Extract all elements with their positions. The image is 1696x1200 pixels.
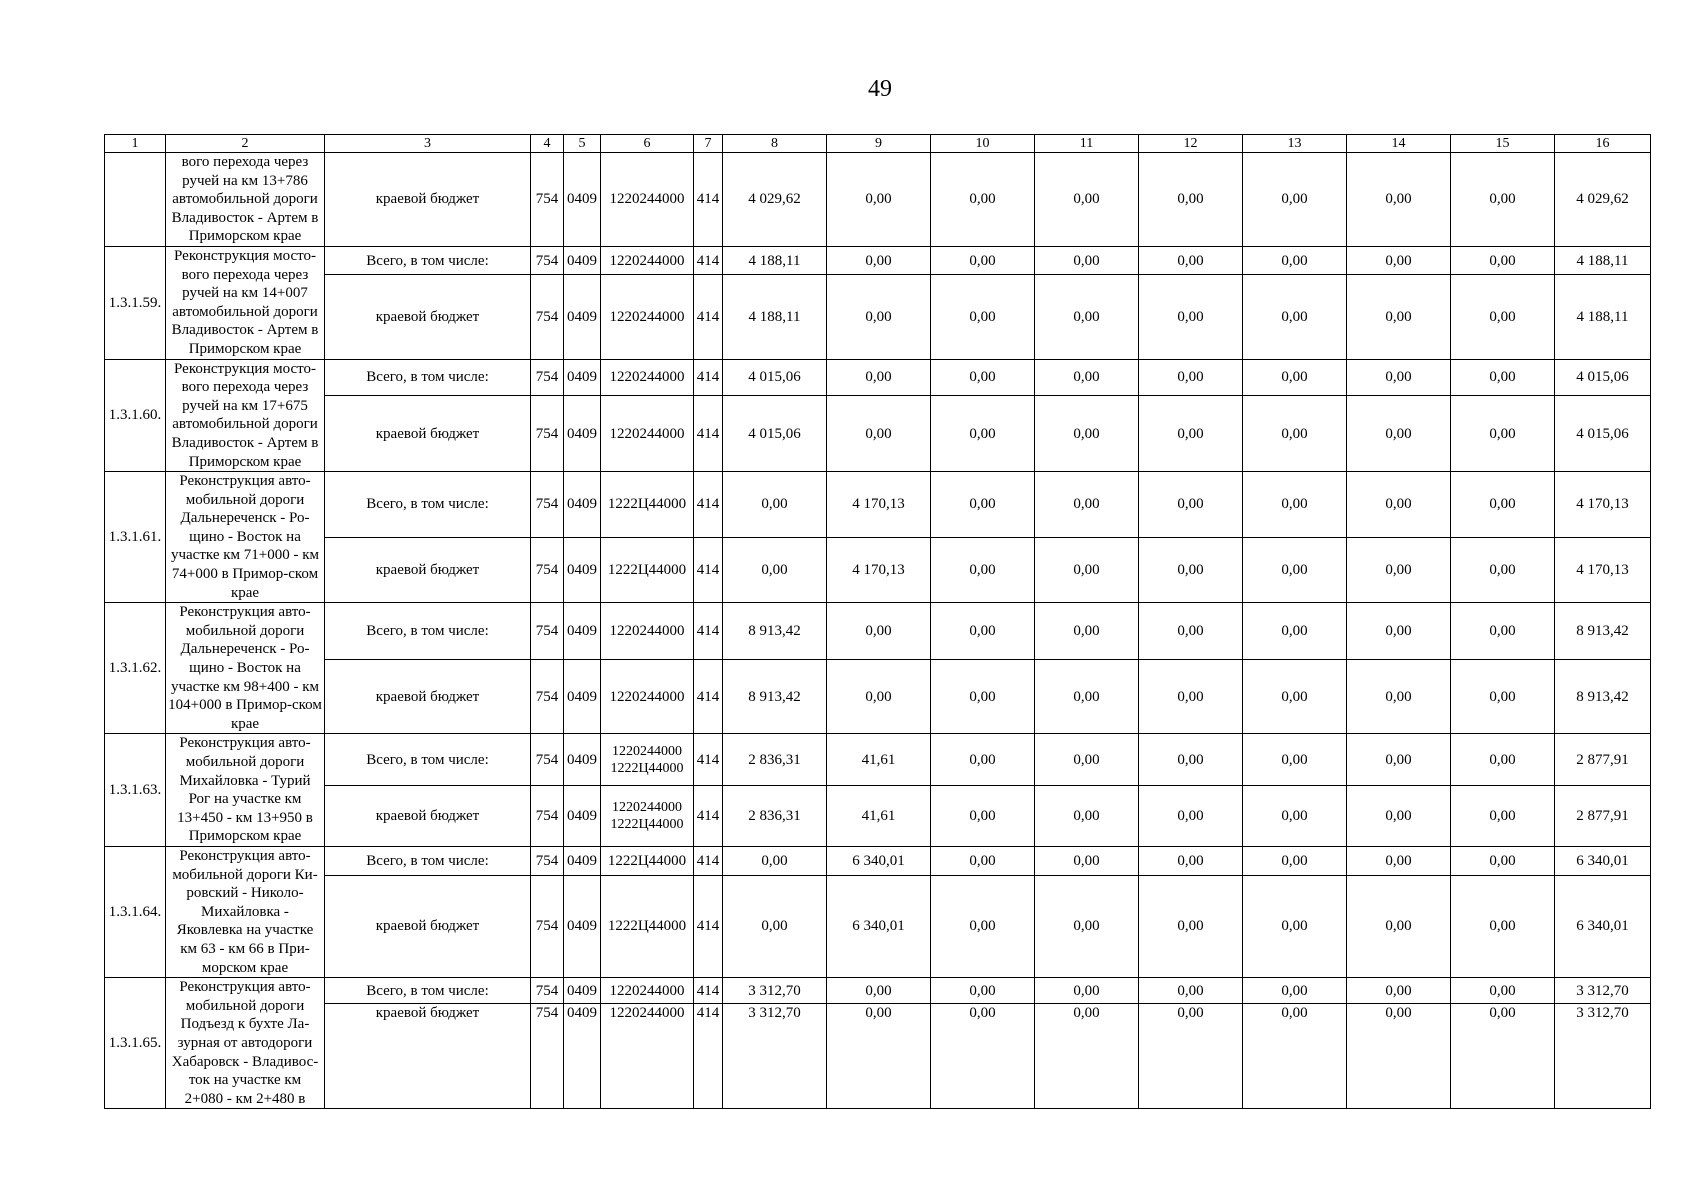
code-target: 1220244000 bbox=[601, 359, 694, 396]
amount-col-16: 4 029,62 bbox=[1555, 153, 1651, 247]
amount-col-10: 0,00 bbox=[931, 396, 1035, 472]
code-target: 1220244000 bbox=[601, 603, 694, 660]
amount-col-10: 0,00 bbox=[931, 846, 1035, 875]
amount-col-12: 0,00 bbox=[1139, 1003, 1243, 1108]
amount-col-16: 3 312,70 bbox=[1555, 1003, 1651, 1108]
amount-col-15: 0,00 bbox=[1451, 734, 1555, 785]
amount-col-10: 0,00 bbox=[931, 978, 1035, 1004]
column-header-10: 10 bbox=[931, 135, 1035, 153]
amount-col-15: 0,00 bbox=[1451, 846, 1555, 875]
column-header-4: 4 bbox=[531, 135, 564, 153]
amount-col-11: 0,00 bbox=[1035, 875, 1139, 977]
amount-col-11: 0,00 bbox=[1035, 472, 1139, 538]
item-name: вого перехода через ручей на км 13+786 автомобильной дороги Владивосток - Артем в Приморском крае bbox=[166, 153, 325, 247]
table-row bbox=[105, 978, 1651, 1004]
amount-col-13: 0,00 bbox=[1243, 396, 1347, 472]
amount-col-14: 0,00 bbox=[1347, 396, 1451, 472]
code-ministry: 754 bbox=[531, 537, 564, 603]
code-section: 0409 bbox=[564, 1003, 601, 1108]
amount-col-16: 4 188,11 bbox=[1555, 275, 1651, 359]
code-ministry: 754 bbox=[531, 275, 564, 359]
amount-col-11: 0,00 bbox=[1035, 603, 1139, 660]
amount-col-14: 0,00 bbox=[1347, 660, 1451, 734]
column-header-2: 2 bbox=[166, 135, 325, 153]
funding-source: Всего, в том числе: bbox=[325, 978, 531, 1004]
table-row bbox=[105, 275, 1651, 359]
funding-source: краевой бюджет bbox=[325, 875, 531, 977]
funding-source: краевой бюджет bbox=[325, 537, 531, 603]
column-header-1: 1 bbox=[105, 135, 166, 153]
code-expense-type: 414 bbox=[694, 603, 723, 660]
funding-source: краевой бюджет bbox=[325, 660, 531, 734]
column-header-3: 3 bbox=[325, 135, 531, 153]
amount-col-13: 0,00 bbox=[1243, 603, 1347, 660]
amount-col-8: 3 312,70 bbox=[723, 1003, 827, 1108]
amount-col-15: 0,00 bbox=[1451, 246, 1555, 274]
amount-col-10: 0,00 bbox=[931, 359, 1035, 396]
amount-col-9: 41,61 bbox=[827, 785, 931, 846]
amount-col-10: 0,00 bbox=[931, 537, 1035, 603]
table-row bbox=[105, 846, 1651, 875]
code-target: 1220244000 bbox=[601, 1003, 694, 1108]
amount-col-14: 0,00 bbox=[1347, 1003, 1451, 1108]
amount-col-15: 0,00 bbox=[1451, 875, 1555, 977]
code-section: 0409 bbox=[564, 660, 601, 734]
amount-col-14: 0,00 bbox=[1347, 359, 1451, 396]
amount-col-13: 0,00 bbox=[1243, 246, 1347, 274]
amount-col-9: 0,00 bbox=[827, 359, 931, 396]
amount-col-8: 0,00 bbox=[723, 875, 827, 977]
code-section: 0409 bbox=[564, 846, 601, 875]
table-row bbox=[105, 1003, 1651, 1108]
table-row bbox=[105, 359, 1651, 396]
amount-col-9: 6 340,01 bbox=[827, 846, 931, 875]
amount-col-8: 4 188,11 bbox=[723, 246, 827, 274]
item-name: Реконструкция авто-мобильной дороги Михайловка - Турий Рог на участке км 13+450 - км 13+950 в Приморском крае bbox=[166, 734, 325, 847]
amount-col-14: 0,00 bbox=[1347, 472, 1451, 538]
amount-col-13: 0,00 bbox=[1243, 734, 1347, 785]
amount-col-12: 0,00 bbox=[1139, 275, 1243, 359]
amount-col-14: 0,00 bbox=[1347, 978, 1451, 1004]
code-ministry: 754 bbox=[531, 246, 564, 274]
code-ministry: 754 bbox=[531, 846, 564, 875]
amount-col-12: 0,00 bbox=[1139, 246, 1243, 274]
item-name: Реконструкция авто-мобильной дороги Ки-ровский - Николо-Михайловка - Яковлевка на участке км 63 - км 66 в При-морском крае bbox=[166, 846, 325, 977]
amount-col-16: 8 913,42 bbox=[1555, 660, 1651, 734]
amount-col-15: 0,00 bbox=[1451, 472, 1555, 538]
amount-col-13: 0,00 bbox=[1243, 359, 1347, 396]
code-expense-type: 414 bbox=[694, 396, 723, 472]
item-name: Реконструкция авто-мобильной дороги Дальнереченск - Ро-щино - Восток на участке км 71+000 - км 74+000 в Примор-ском крае bbox=[166, 472, 325, 603]
item-number: 1.3.1.61. bbox=[105, 472, 166, 603]
amount-col-16: 6 340,01 bbox=[1555, 875, 1651, 977]
code-target: 1222Ц44000 bbox=[601, 846, 694, 875]
column-header-row bbox=[105, 135, 1651, 153]
amount-col-16: 3 312,70 bbox=[1555, 978, 1651, 1004]
amount-col-16: 4 015,06 bbox=[1555, 359, 1651, 396]
item-name: Реконструкция мосто-вого перехода через ручей на км 14+007 автомобильной дороги Владивосток - Артем в Приморском крае bbox=[166, 246, 325, 359]
amount-col-9: 4 170,13 bbox=[827, 472, 931, 538]
amount-col-15: 0,00 bbox=[1451, 785, 1555, 846]
code-ministry: 754 bbox=[531, 978, 564, 1004]
amount-col-13: 0,00 bbox=[1243, 660, 1347, 734]
table-row bbox=[105, 246, 1651, 274]
funding-source: Всего, в том числе: bbox=[325, 846, 531, 875]
code-expense-type: 414 bbox=[694, 875, 723, 977]
amount-col-8: 4 015,06 bbox=[723, 359, 827, 396]
code-ministry: 754 bbox=[531, 875, 564, 977]
code-expense-type: 414 bbox=[694, 1003, 723, 1108]
amount-col-11: 0,00 bbox=[1035, 359, 1139, 396]
amount-col-14: 0,00 bbox=[1347, 846, 1451, 875]
item-number: 1.3.1.65. bbox=[105, 978, 166, 1109]
amount-col-10: 0,00 bbox=[931, 153, 1035, 247]
column-header-5: 5 bbox=[564, 135, 601, 153]
amount-col-15: 0,00 bbox=[1451, 978, 1555, 1004]
code-section: 0409 bbox=[564, 472, 601, 538]
code-target: 1220244000 1222Ц44000 bbox=[601, 734, 694, 785]
amount-col-13: 0,00 bbox=[1243, 846, 1347, 875]
amount-col-8: 4 029,62 bbox=[723, 153, 827, 247]
amount-col-14: 0,00 bbox=[1347, 246, 1451, 274]
amount-col-11: 0,00 bbox=[1035, 275, 1139, 359]
table-row bbox=[105, 537, 1651, 603]
code-ministry: 754 bbox=[531, 472, 564, 538]
amount-col-15: 0,00 bbox=[1451, 275, 1555, 359]
code-section: 0409 bbox=[564, 396, 601, 472]
amount-col-10: 0,00 bbox=[931, 734, 1035, 785]
amount-col-11: 0,00 bbox=[1035, 153, 1139, 247]
amount-col-14: 0,00 bbox=[1347, 153, 1451, 247]
amount-col-11: 0,00 bbox=[1035, 846, 1139, 875]
code-expense-type: 414 bbox=[694, 785, 723, 846]
amount-col-12: 0,00 bbox=[1139, 537, 1243, 603]
funding-source: Всего, в том числе: bbox=[325, 734, 531, 785]
amount-col-15: 0,00 bbox=[1451, 359, 1555, 396]
table-row bbox=[105, 660, 1651, 734]
amount-col-14: 0,00 bbox=[1347, 734, 1451, 785]
amount-col-10: 0,00 bbox=[931, 275, 1035, 359]
amount-col-12: 0,00 bbox=[1139, 875, 1243, 977]
amount-col-9: 0,00 bbox=[827, 246, 931, 274]
budget-table bbox=[104, 134, 1651, 1109]
item-number: 1.3.1.59. bbox=[105, 246, 166, 359]
amount-col-14: 0,00 bbox=[1347, 875, 1451, 977]
amount-col-12: 0,00 bbox=[1139, 846, 1243, 875]
page-number: 49 bbox=[868, 76, 892, 102]
column-header-14: 14 bbox=[1347, 135, 1451, 153]
code-section: 0409 bbox=[564, 875, 601, 977]
amount-col-8: 0,00 bbox=[723, 537, 827, 603]
item-number: 1.3.1.63. bbox=[105, 734, 166, 847]
amount-col-9: 0,00 bbox=[827, 603, 931, 660]
amount-col-12: 0,00 bbox=[1139, 153, 1243, 247]
amount-col-13: 0,00 bbox=[1243, 153, 1347, 247]
amount-col-10: 0,00 bbox=[931, 660, 1035, 734]
column-header-6: 6 bbox=[601, 135, 694, 153]
funding-source: краевой бюджет bbox=[325, 396, 531, 472]
code-target: 1222Ц44000 bbox=[601, 875, 694, 977]
code-ministry: 754 bbox=[531, 1003, 564, 1108]
code-ministry: 754 bbox=[531, 785, 564, 846]
amount-col-11: 0,00 bbox=[1035, 734, 1139, 785]
amount-col-10: 0,00 bbox=[931, 472, 1035, 538]
amount-col-9: 6 340,01 bbox=[827, 875, 931, 977]
funding-source: Всего, в том числе: bbox=[325, 472, 531, 538]
code-ministry: 754 bbox=[531, 603, 564, 660]
amount-col-8: 4 015,06 bbox=[723, 396, 827, 472]
amount-col-15: 0,00 bbox=[1451, 1003, 1555, 1108]
table-row bbox=[105, 396, 1651, 472]
funding-source: краевой бюджет bbox=[325, 1003, 531, 1108]
item-number bbox=[105, 153, 166, 247]
code-expense-type: 414 bbox=[694, 275, 723, 359]
code-ministry: 754 bbox=[531, 359, 564, 396]
amount-col-10: 0,00 bbox=[931, 603, 1035, 660]
code-expense-type: 414 bbox=[694, 246, 723, 274]
amount-col-15: 0,00 bbox=[1451, 396, 1555, 472]
amount-col-8: 8 913,42 bbox=[723, 660, 827, 734]
amount-col-16: 2 877,91 bbox=[1555, 785, 1651, 846]
amount-col-13: 0,00 bbox=[1243, 537, 1347, 603]
code-expense-type: 414 bbox=[694, 846, 723, 875]
code-expense-type: 414 bbox=[694, 978, 723, 1004]
code-section: 0409 bbox=[564, 246, 601, 274]
amount-col-8: 2 836,31 bbox=[723, 734, 827, 785]
table-body bbox=[105, 153, 1651, 1109]
code-section: 0409 bbox=[564, 153, 601, 247]
amount-col-8: 0,00 bbox=[723, 472, 827, 538]
item-number: 1.3.1.60. bbox=[105, 359, 166, 472]
code-section: 0409 bbox=[564, 978, 601, 1004]
code-target: 1222Ц44000 bbox=[601, 537, 694, 603]
code-ministry: 754 bbox=[531, 660, 564, 734]
amount-col-16: 6 340,01 bbox=[1555, 846, 1651, 875]
amount-col-14: 0,00 bbox=[1347, 785, 1451, 846]
funding-source: Всего, в том числе: bbox=[325, 246, 531, 274]
amount-col-9: 0,00 bbox=[827, 153, 931, 247]
amount-col-16: 8 913,42 bbox=[1555, 603, 1651, 660]
code-target: 1222Ц44000 bbox=[601, 472, 694, 538]
column-header-13: 13 bbox=[1243, 135, 1347, 153]
amount-col-11: 0,00 bbox=[1035, 1003, 1139, 1108]
item-name: Реконструкция авто-мобильной дороги Дальнереченск - Ро-щино - Восток на участке км 98+400 - км 104+000 в Примор-ском крае bbox=[166, 603, 325, 734]
item-name: Реконструкция мосто-вого перехода через ручей на км 17+675 автомобильной дороги Владивосток - Артем в Приморском крае bbox=[166, 359, 325, 472]
amount-col-12: 0,00 bbox=[1139, 785, 1243, 846]
amount-col-9: 0,00 bbox=[827, 1003, 931, 1108]
amount-col-9: 41,61 bbox=[827, 734, 931, 785]
table-row bbox=[105, 153, 1651, 247]
table-row bbox=[105, 603, 1651, 660]
amount-col-8: 8 913,42 bbox=[723, 603, 827, 660]
column-header-9: 9 bbox=[827, 135, 931, 153]
item-number: 1.3.1.62. bbox=[105, 603, 166, 734]
column-header-16: 16 bbox=[1555, 135, 1651, 153]
funding-source: краевой бюджет bbox=[325, 275, 531, 359]
code-ministry: 754 bbox=[531, 734, 564, 785]
table-row bbox=[105, 472, 1651, 538]
table-row bbox=[105, 785, 1651, 846]
amount-col-16: 4 170,13 bbox=[1555, 537, 1651, 603]
amount-col-12: 0,00 bbox=[1139, 660, 1243, 734]
code-target: 1220244000 bbox=[601, 978, 694, 1004]
amount-col-13: 0,00 bbox=[1243, 275, 1347, 359]
code-section: 0409 bbox=[564, 734, 601, 785]
code-expense-type: 414 bbox=[694, 359, 723, 396]
amount-col-8: 3 312,70 bbox=[723, 978, 827, 1004]
amount-col-16: 2 877,91 bbox=[1555, 734, 1651, 785]
amount-col-15: 0,00 bbox=[1451, 537, 1555, 603]
funding-source: Всего, в том числе: bbox=[325, 603, 531, 660]
amount-col-14: 0,00 bbox=[1347, 603, 1451, 660]
amount-col-11: 0,00 bbox=[1035, 246, 1139, 274]
amount-col-12: 0,00 bbox=[1139, 472, 1243, 538]
amount-col-10: 0,00 bbox=[931, 1003, 1035, 1108]
amount-col-12: 0,00 bbox=[1139, 359, 1243, 396]
amount-col-13: 0,00 bbox=[1243, 472, 1347, 538]
amount-col-9: 0,00 bbox=[827, 978, 931, 1004]
item-number: 1.3.1.64. bbox=[105, 846, 166, 977]
amount-col-14: 0,00 bbox=[1347, 537, 1451, 603]
column-header-8: 8 bbox=[723, 135, 827, 153]
code-target: 1220244000 bbox=[601, 246, 694, 274]
code-expense-type: 414 bbox=[694, 660, 723, 734]
code-section: 0409 bbox=[564, 537, 601, 603]
amount-col-15: 0,00 bbox=[1451, 153, 1555, 247]
amount-col-16: 4 170,13 bbox=[1555, 472, 1651, 538]
amount-col-11: 0,00 bbox=[1035, 396, 1139, 472]
amount-col-9: 0,00 bbox=[827, 275, 931, 359]
amount-col-16: 4 188,11 bbox=[1555, 246, 1651, 274]
code-section: 0409 bbox=[564, 785, 601, 846]
amount-col-11: 0,00 bbox=[1035, 537, 1139, 603]
code-expense-type: 414 bbox=[694, 153, 723, 247]
funding-source: краевой бюджет bbox=[325, 153, 531, 247]
column-header-7: 7 bbox=[694, 135, 723, 153]
amount-col-9: 4 170,13 bbox=[827, 537, 931, 603]
amount-col-11: 0,00 bbox=[1035, 978, 1139, 1004]
amount-col-12: 0,00 bbox=[1139, 978, 1243, 1004]
item-name: Реконструкция авто-мобильной дороги Подъезд к бухте Ла-зурная от автодороги Хабаровск - Владивос-ток на участке км 2+080 - км 2+480 в bbox=[166, 978, 325, 1109]
code-expense-type: 414 bbox=[694, 472, 723, 538]
code-section: 0409 bbox=[564, 275, 601, 359]
amount-col-8: 0,00 bbox=[723, 846, 827, 875]
amount-col-12: 0,00 bbox=[1139, 603, 1243, 660]
amount-col-12: 0,00 bbox=[1139, 396, 1243, 472]
column-header-11: 11 bbox=[1035, 135, 1139, 153]
amount-col-8: 4 188,11 bbox=[723, 275, 827, 359]
code-target: 1220244000 1222Ц44000 bbox=[601, 785, 694, 846]
amount-col-15: 0,00 bbox=[1451, 660, 1555, 734]
column-header-15: 15 bbox=[1451, 135, 1555, 153]
code-target: 1220244000 bbox=[601, 660, 694, 734]
column-header-12: 12 bbox=[1139, 135, 1243, 153]
code-section: 0409 bbox=[564, 603, 601, 660]
code-expense-type: 414 bbox=[694, 537, 723, 603]
amount-col-11: 0,00 bbox=[1035, 660, 1139, 734]
amount-col-10: 0,00 bbox=[931, 785, 1035, 846]
funding-source: Всего, в том числе: bbox=[325, 359, 531, 396]
amount-col-8: 2 836,31 bbox=[723, 785, 827, 846]
code-target: 1220244000 bbox=[601, 275, 694, 359]
amount-col-9: 0,00 bbox=[827, 660, 931, 734]
amount-col-11: 0,00 bbox=[1035, 785, 1139, 846]
amount-col-13: 0,00 bbox=[1243, 785, 1347, 846]
amount-col-9: 0,00 bbox=[827, 396, 931, 472]
code-target: 1220244000 bbox=[601, 153, 694, 247]
amount-col-13: 0,00 bbox=[1243, 875, 1347, 977]
amount-col-15: 0,00 bbox=[1451, 603, 1555, 660]
amount-col-13: 0,00 bbox=[1243, 1003, 1347, 1108]
amount-col-10: 0,00 bbox=[931, 875, 1035, 977]
code-section: 0409 bbox=[564, 359, 601, 396]
amount-col-13: 0,00 bbox=[1243, 978, 1347, 1004]
table-row bbox=[105, 734, 1651, 785]
code-ministry: 754 bbox=[531, 153, 564, 247]
amount-col-10: 0,00 bbox=[931, 246, 1035, 274]
amount-col-12: 0,00 bbox=[1139, 734, 1243, 785]
table-row bbox=[105, 875, 1651, 977]
code-ministry: 754 bbox=[531, 396, 564, 472]
amount-col-16: 4 015,06 bbox=[1555, 396, 1651, 472]
amount-col-14: 0,00 bbox=[1347, 275, 1451, 359]
funding-source: краевой бюджет bbox=[325, 785, 531, 846]
code-target: 1220244000 bbox=[601, 396, 694, 472]
code-expense-type: 414 bbox=[694, 734, 723, 785]
